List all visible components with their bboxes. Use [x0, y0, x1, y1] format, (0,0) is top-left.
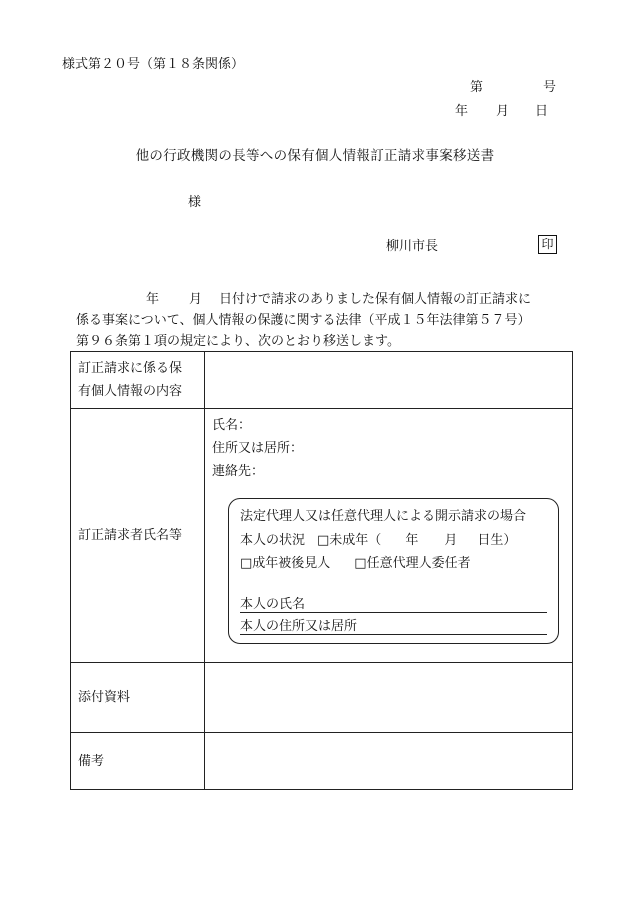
date-year: 年	[455, 104, 469, 119]
remarks-label: 備考	[71, 733, 205, 790]
agent-status-line: 本人の状況 □未成年（ 年 月 日生）	[240, 533, 517, 548]
info-content-cell[interactable]	[205, 352, 573, 409]
number-suffix: 号	[543, 80, 557, 95]
document-title: 他の行政機関の長等への保有個人情報訂正請求事案移送書	[135, 148, 495, 164]
info-content-label: 訂正請求に係る保 有個人情報の内容	[71, 352, 205, 409]
transfer-form-table	[70, 351, 573, 790]
table-row	[71, 733, 573, 790]
addressee-suffix: 様	[188, 195, 202, 210]
requester-label: 訂正請求者氏名等	[71, 409, 205, 663]
body-line-2: 係る事案について、個人情報の保護に関する法律（平成１５年法律第５７号）	[76, 313, 531, 328]
table-row	[71, 352, 573, 409]
document-number-line	[470, 81, 556, 94]
table-row	[71, 409, 573, 663]
agent-section	[228, 498, 559, 644]
seal-mark: 印	[538, 235, 557, 254]
body-paragraph	[76, 289, 531, 352]
remarks-cell[interactable]	[205, 733, 573, 790]
table-row	[71, 663, 573, 733]
attachments-cell[interactable]	[205, 663, 573, 733]
date-day: 日	[535, 104, 549, 119]
requester-cell[interactable]	[205, 409, 573, 663]
body-line-1: 年 月 日付けで請求のありました保有個人情報の訂正請求に	[146, 292, 532, 307]
requester-name-label: 氏名：	[212, 418, 252, 433]
person-address-field[interactable]: 本人の住所又は居所	[240, 619, 547, 635]
body-line-3: 第９６条第１項の規定により、次のとおり移送します。	[76, 334, 400, 349]
attachments-label: 添付資料	[71, 663, 205, 733]
sender-name: 柳川市長	[386, 239, 439, 254]
agent-title: 法定代理人又は任意代理人による開示請求の場合	[240, 509, 527, 524]
number-prefix: 第	[470, 80, 484, 95]
ward-checkbox[interactable]: □成年被後見人	[240, 556, 331, 571]
date-month: 月	[496, 104, 510, 119]
requester-contact-label: 連絡先：	[212, 464, 265, 479]
person-name-field[interactable]: 本人の氏名	[240, 597, 547, 613]
requester-address-label: 住所又は居所：	[212, 441, 304, 456]
date-line	[455, 105, 548, 118]
proxy-checkbox[interactable]: □任意代理人委任者	[354, 556, 471, 571]
form-id: 様式第２０号（第１８条関係）	[62, 57, 245, 72]
minor-checkbox[interactable]: □未成年（	[317, 533, 382, 548]
agent-type-line	[240, 552, 471, 571]
